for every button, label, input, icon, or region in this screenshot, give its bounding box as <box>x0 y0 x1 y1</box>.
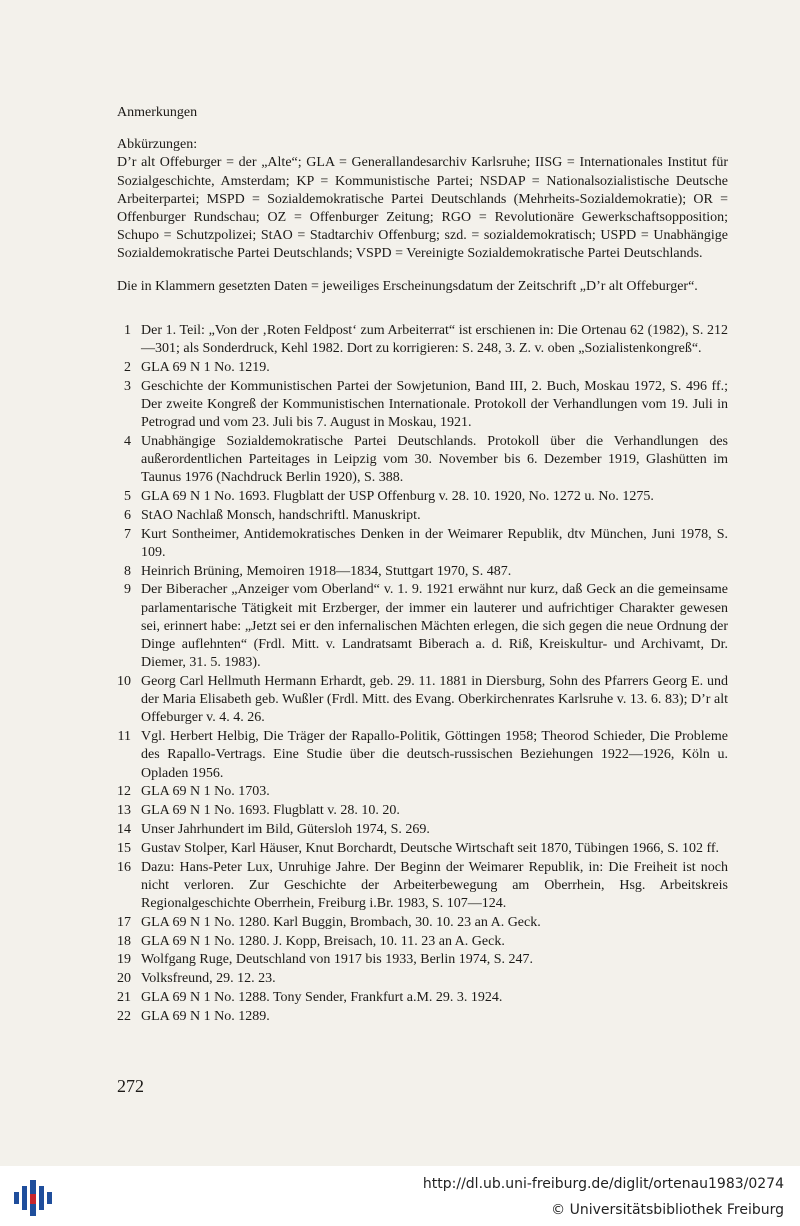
endnote-text: GLA 69 N 1 No. 1219. <box>141 359 270 375</box>
endnote <box>117 989 728 1007</box>
endnote-number: 14 <box>117 822 131 838</box>
endnote <box>117 433 728 488</box>
endnote <box>117 951 728 969</box>
endnote-text: Unser Jahrhundert im Bild, Gütersloh 1974, S. 269. <box>141 822 430 838</box>
copyright-text: © Universitätsbibliothek Freiburg <box>551 1202 784 1218</box>
endnote-text: Gustav Stolper, Karl Häuser, Knut Borchardt, Deutsche Wirtschaft seit 1870, Tübingen 1966, S. 102 ff. <box>141 840 720 856</box>
endnote <box>117 563 728 581</box>
endnote-number: 13 <box>117 803 131 819</box>
endnote <box>117 359 728 377</box>
permalink-url[interactable]: http://dl.ub.uni-freiburg.de/diglit/ortenau1983/0274 <box>422 1176 784 1192</box>
endnote <box>117 322 728 358</box>
abbreviations-title: Abkürzungen: <box>117 137 198 153</box>
dates-note: Die in Klammern gesetzten Daten = jeweiliges Erscheinungsdatum der Zeitschrift „D’r alt Offeburger“. <box>117 278 698 294</box>
endnote-number: 22 <box>117 1008 131 1024</box>
endnote-text: GLA 69 N 1 No. 1280. J. Kopp, Breisach, 10. 11. 23 an A. Geck. <box>141 933 505 949</box>
endnote <box>117 378 728 433</box>
endnote-text: GLA 69 N 1 No. 1693. Flugblatt v. 28. 10. 20. <box>141 803 400 819</box>
endnote <box>117 840 728 858</box>
endnote <box>117 581 728 672</box>
endnote-number: 7 <box>124 526 131 542</box>
endnote <box>117 802 728 820</box>
endnote <box>117 526 728 562</box>
endnote <box>117 507 728 525</box>
endnote-text: Unabhängige Sozialdemokratische Partei Deutschlands. Protokoll über die Verhandlungen des außerordentlichen Parteitages in Leipzig vom 30. November bis 6. Dezember 1919, Glashütten im Taunus 1976 (Nachdruck Berlin 1920), S. 388. <box>141 433 728 486</box>
endnote-number: 19 <box>117 952 131 968</box>
endnote-number: 10 <box>117 674 131 690</box>
endnote-text: Dazu: Hans-Peter Lux, Unruhige Jahre. Der Beginn der Weimarer Republik, in: Die Freiheit ist noch nicht verloren. Zur Geschichte der Arbeiterbewegung am Oberrhein, Hsg. Arbeitskreis Regionalgeschichte Oberrhein, Freiburg i.Br. 1983, S. 107—124. <box>141 859 728 912</box>
endnote-text: GLA 69 N 1 No. 1289. <box>141 1008 270 1024</box>
endnote-text: GLA 69 N 1 No. 1280. Karl Buggin, Brombach, 30. 10. 23 an A. Geck. <box>141 914 541 930</box>
endnote-number: 11 <box>117 729 131 745</box>
endnote <box>117 728 728 783</box>
endnote-number: 6 <box>124 507 131 523</box>
endnote-number: 20 <box>117 971 131 987</box>
endnote <box>117 488 728 506</box>
endnote-text: Kurt Sontheimer, Antidemokratisches Denken in der Weimarer Republik, dtv München, Juni 1978, S. 109. <box>141 526 728 560</box>
endnote <box>117 821 728 839</box>
endnote-number: 5 <box>124 489 131 505</box>
endnote-text: Vgl. Herbert Helbig, Die Träger der Rapallo-Politik, Göttingen 1958; Theorod Schieder, Die Probleme des Rapallo-Vertrags. Eine Studie über die deutsch-russischen Beziehungen 1922—1926, Köln u. Opladen 1956. <box>141 729 728 781</box>
abbreviations-text: D’r alt Offeburger = der „Alte“; GLA = Generallandesarchiv Karlsruhe; IISG = Internationales Institut für Sozialgeschichte, Amsterdam; KP = Kommunistische Partei; NSDAP = Nationalsozialistische Deutsche Arbeiterpartei; MSPD = Sozialdemokratische Partei Deutschlands (Mehrheits-Sozialdemokratie); OR = Offenburger Rundschau; OZ = Offenburger Zeitung; RGO = Revolutionäre Gewerkschaftsopposition; Schupo = Schutzpolizei; StAO = Stadtarchiv Offenburg; szd. = sozialdemokratisch; USPD = Unabhängige Sozialdemokratische Partei Deutschlands; VSPD = Vereinigte Sozialdemokratische Partei Deutschlands. <box>117 155 728 262</box>
endnote <box>117 783 728 801</box>
endnote <box>117 970 728 988</box>
endnote-number: 8 <box>124 563 131 579</box>
endnote-number: 17 <box>117 914 131 930</box>
endnote-text: GLA 69 N 1 No. 1288. Tony Sender, Frankfurt a.M. 29. 3. 1924. <box>141 990 503 1006</box>
endnote-number: 2 <box>124 359 131 375</box>
endnote-text: Georg Carl Hellmuth Hermann Erhardt, geb. 29. 11. 1881 in Diersburg, Sohn des Pfarrers Georg E. und der Maria Elisabeth geb. Wußler (Frdl. Mitt. des Evang. Oberkirchenrates Karlsruhe v. 13. 6. 83); D’r alt Offeburger v. 4. 4. 26. <box>141 674 728 726</box>
endnote <box>117 673 728 728</box>
endnote-text: Geschichte der Kommunistischen Partei der Sowjetunion, Band III, 2. Buch, Moskau 1972, S. 496 ff.; Der zweite Kongreß der Kommunistischen Internationale. Protokoll der Verhandlungen vom 19. Juli in Petrograd und vom 23. Juli bis 7. August in Moskau, 1921. <box>141 378 728 431</box>
endnote-number: 16 <box>117 859 131 875</box>
endnote-number: 4 <box>124 433 131 449</box>
endnote-text: Der 1. Teil: „Von der ‚Roten Feldpost‘ zum Arbeiterrat“ ist erschienen in: Die Ortenau 62 (1982), S. 212—301; als Sonderdruck, Kehl 1982. Dort zu korrigieren: S. 248, 3. Z. v. oben „Sozialistenkongreß“. <box>141 322 728 357</box>
endnote-number: 9 <box>124 582 131 598</box>
endnote-number: 1 <box>124 322 131 338</box>
ub-freiburg-logo-icon <box>12 1174 54 1220</box>
endnote-text: GLA 69 N 1 No. 1703. <box>141 784 270 800</box>
endnote-number: 21 <box>117 990 131 1006</box>
endnote-number: 15 <box>117 840 131 856</box>
endnote-text: Der Biberacher „Anzeiger vom Oberland“ v. 1. 9. 1921 erwähnt nur kurz, daß Geck an die gemeinsame parlamentarische Tätigkeit mit Erzberger, der immer ein lauterer und aufrichtiger Charakter gewesen sei, erinnert habe: „Jetzt sei er den infernalischen Mächten erlegen, die sich gegen die neue Ordnung der Dinge auflehnten“ (Frdl. Mitt. v. Landratsamt Biberach a. d. Riß, Kreiskultur- und Archivamt, Dr. Diemer, 31. 5. 1983). <box>141 582 728 671</box>
endnote-text: Heinrich Brüning, Memoiren 1918—1834, Stuttgart 1970, S. 487. <box>141 563 512 579</box>
endnote-number: 3 <box>124 378 131 394</box>
endnote <box>117 914 728 932</box>
endnote <box>117 859 728 914</box>
endnote-text: Wolfgang Ruge, Deutschland von 1917 bis 1933, Berlin 1974, S. 247. <box>141 952 534 968</box>
endnote <box>117 1008 728 1026</box>
endnote <box>117 933 728 951</box>
endnote-text: Volksfreund, 29. 12. 23. <box>141 971 276 987</box>
endnote-text: StAO Nachlaß Monsch, handschriftl. Manuskript. <box>141 507 421 523</box>
endnotes-list <box>117 322 728 1026</box>
endnote-number: 12 <box>117 784 131 800</box>
endnote-text: GLA 69 N 1 No. 1693. Flugblatt der USP Offenburg v. 28. 10. 1920, No. 1272 u. No. 1275. <box>141 489 654 505</box>
page-number: 272 <box>117 1076 144 1096</box>
section-heading: Anmerkungen <box>117 105 198 120</box>
page-content <box>117 104 728 1027</box>
endnote-number: 18 <box>117 933 131 949</box>
